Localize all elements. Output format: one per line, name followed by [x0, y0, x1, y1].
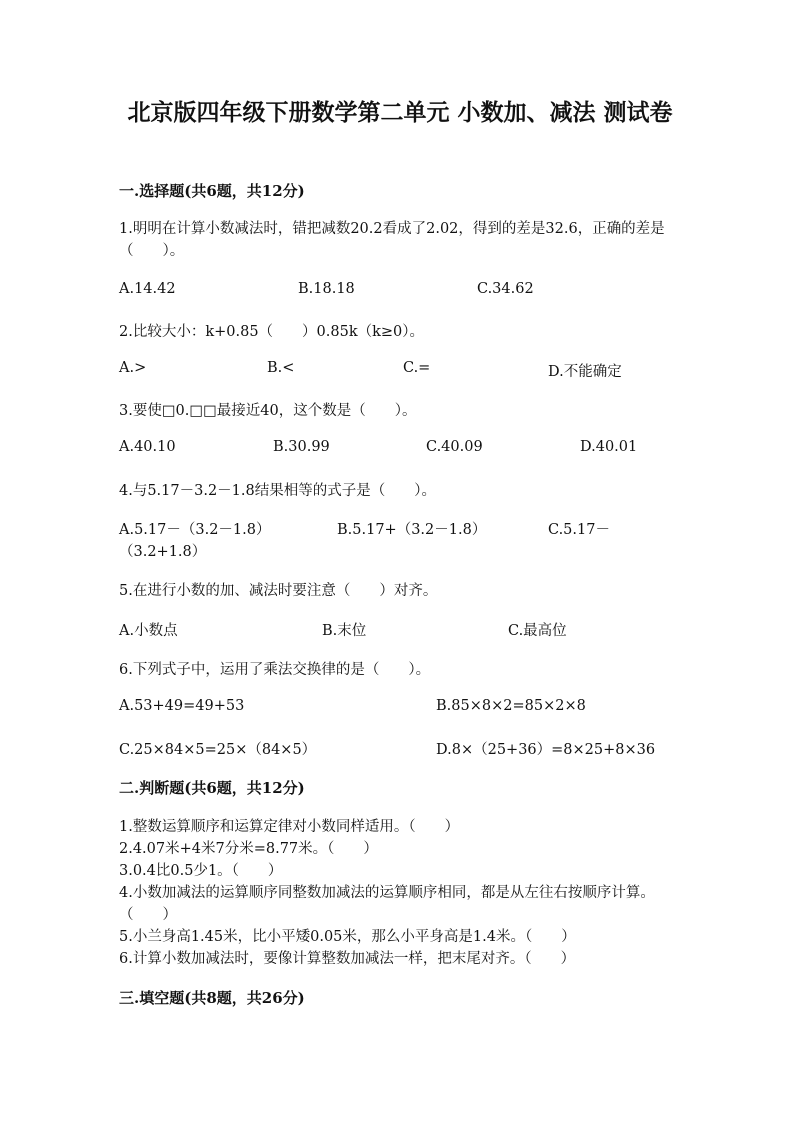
question-3: 3.要使□0.□□最接近40，这个数是（ ）。 — [119, 403, 417, 419]
section-heading-choice: 一.选择题(共6题，共12分) — [119, 182, 305, 200]
q4-option-b: B.5.17+（3.2－1.8） — [337, 522, 487, 538]
q3-option-d: D.40.01 — [580, 439, 638, 455]
q2-option-a: A.> — [119, 360, 147, 376]
q5-option-a: A.小数点 — [119, 623, 178, 639]
judgement-item-2: 2.4.07米+4米7分米=8.77米。（ ） — [119, 841, 378, 857]
q5-option-b: B.末位 — [322, 623, 367, 639]
q2-option-d: D.不能确定 — [548, 364, 622, 380]
q1-option-b: B.18.18 — [298, 281, 355, 297]
q3-option-c: C.40.09 — [426, 439, 483, 455]
q6-option-a: A.53+49=49+53 — [119, 698, 245, 714]
q4-option-a: A.5.17－（3.2－1.8） — [119, 522, 271, 538]
q5-option-c: C.最高位 — [508, 623, 567, 639]
question-5: 5.在进行小数的加、减法时要注意（ ）对齐。 — [119, 583, 438, 599]
question-4: 4.与5.17－3.2－1.8结果相等的式子是（ ）。 — [119, 483, 436, 499]
q1-option-c: C.34.62 — [477, 281, 534, 297]
q1-option-a: A.14.42 — [119, 281, 176, 297]
judgement-item-6: 6.计算小数加减法时，要像计算整数加减法一样，把末尾对齐。（ ） — [119, 951, 576, 967]
judgement-item-3: 3.0.4比0.5少1。（ ） — [119, 863, 283, 879]
section-heading-judgement: 二.判断题(共6题，共12分) — [119, 779, 305, 797]
q6-option-b: B.85×8×2=85×2×8 — [436, 698, 586, 714]
question-1: 1.明明在计算小数减法时，错把减数20.2看成了2.02，得到的差是32.6，正确的差是（ ）。 — [119, 221, 665, 259]
q6-option-c: C.25×84×5=25×（84×5） — [119, 742, 317, 758]
question-6: 6.下列式子中，运用了乘法交换律的是（ ）。 — [119, 662, 431, 678]
section-heading-fill-in: 三.填空题(共8题，共26分) — [119, 989, 305, 1007]
judgement-item-5: 5.小兰身高1.45米，比小平矮0.05米，那么小平身高是1.4米。（ ） — [119, 929, 576, 945]
question-2: 2.比较大小：k+0.85（ ）0.85k（k≥0）。 — [119, 324, 425, 340]
q3-option-a: A.40.10 — [119, 439, 176, 455]
q2-option-c: C.= — [403, 360, 431, 376]
q2-option-b: B.< — [267, 360, 295, 376]
q4-option-c: C.5.17－ — [548, 522, 610, 538]
judgement-item-1: 1.整数运算顺序和运算定律对小数同样适用。（ ） — [119, 819, 460, 835]
q3-option-b: B.30.99 — [273, 439, 330, 455]
page-title: 北京版四年级下册数学第二单元 小数加、减法 测试卷 — [127, 99, 673, 126]
q4-option-c-continued: （3.2+1.8） — [119, 544, 207, 560]
q6-option-d: D.8×（25+36）=8×25+8×36 — [436, 742, 656, 758]
judgement-item-4: 4.小数加减法的运算顺序同整数加减法的运算顺序相同，都是从左往右按顺序计算。（ ） — [119, 885, 655, 923]
